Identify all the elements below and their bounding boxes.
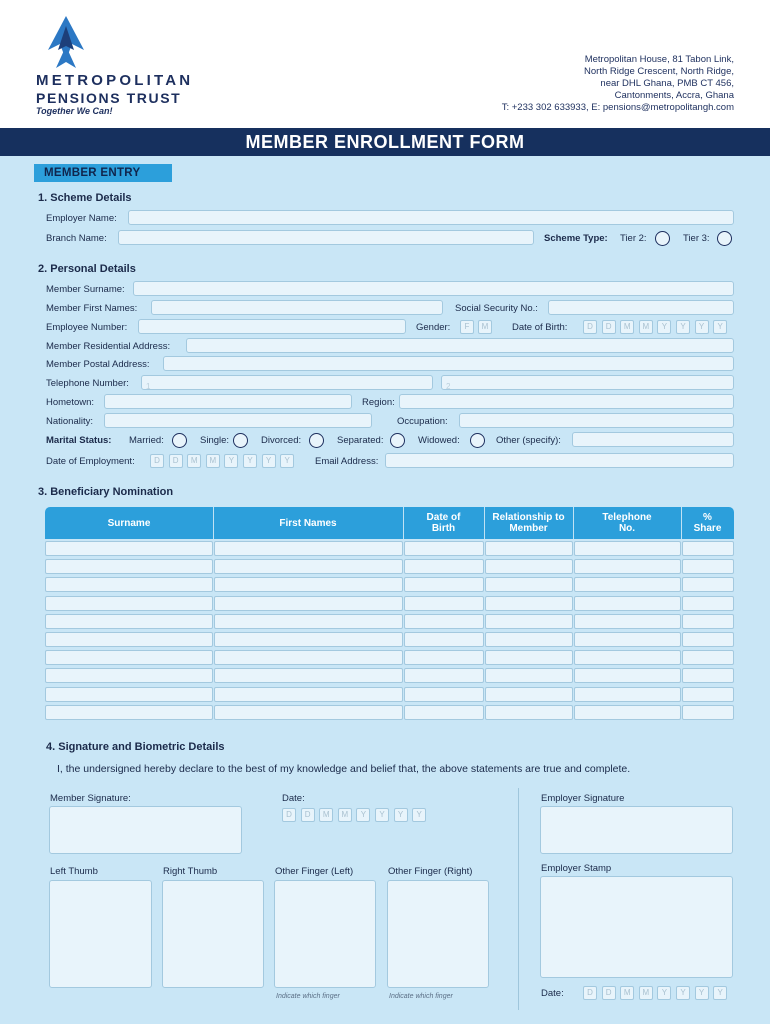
date-digit-box[interactable]: M xyxy=(187,454,201,468)
table-cell[interactable] xyxy=(485,559,573,574)
table-cell[interactable] xyxy=(404,559,484,574)
scheme-type-label xyxy=(544,233,608,244)
signature-date-boxes[interactable] xyxy=(282,808,433,822)
date-digit-box[interactable]: Y xyxy=(657,986,671,1000)
table-cell[interactable] xyxy=(682,577,734,592)
table-cell[interactable] xyxy=(214,577,403,592)
scheme-type-text: Scheme Type: xyxy=(544,233,608,244)
section-personal-heading: 2. Personal Details xyxy=(38,263,136,275)
other-finger-right-box[interactable] xyxy=(387,880,489,988)
table-cell[interactable] xyxy=(682,632,734,647)
date-digit-box[interactable]: Y xyxy=(695,986,709,1000)
occupation-field[interactable] xyxy=(459,413,734,428)
nationality-label: Nationality: xyxy=(46,416,93,427)
table-cell[interactable] xyxy=(485,614,573,629)
table-cell[interactable] xyxy=(574,705,681,720)
col-surname: Surname xyxy=(107,517,151,529)
table-cell[interactable] xyxy=(404,614,484,629)
marital-status-label xyxy=(46,435,111,446)
telephone-1-hint: 1 xyxy=(146,382,151,391)
marital-status-text: Marital Status: xyxy=(46,435,112,446)
section-scheme-heading: 1. Scheme Details xyxy=(38,192,132,204)
residential-address-field[interactable] xyxy=(186,338,734,353)
table-cell[interactable] xyxy=(214,541,403,556)
table-cell[interactable] xyxy=(214,687,403,702)
stamp-date-boxes[interactable] xyxy=(583,986,734,1000)
date-digit-box[interactable]: Y xyxy=(243,454,257,468)
date-digit-box[interactable]: D xyxy=(602,986,616,1000)
date-digit-box[interactable]: Y xyxy=(676,986,690,1000)
postal-address-label: Member Postal Address: xyxy=(46,359,150,370)
gender-options xyxy=(460,320,496,334)
date-digit-box[interactable]: D xyxy=(602,320,616,334)
table-row xyxy=(45,559,734,574)
other-specify-field[interactable] xyxy=(572,432,734,447)
table-row xyxy=(45,541,734,556)
surname-label: Member Surname: xyxy=(46,284,125,295)
widowed-radio[interactable] xyxy=(470,433,485,448)
col-telephone: Telephone No. xyxy=(602,512,652,534)
logo-mark-icon xyxy=(36,16,96,72)
signature-date-label: Date: xyxy=(282,793,305,804)
table-row xyxy=(45,687,734,702)
date-digit-box[interactable]: Y xyxy=(713,320,727,334)
member-signature-box[interactable] xyxy=(49,806,242,854)
table-cell[interactable] xyxy=(404,596,484,611)
table-cell[interactable] xyxy=(574,650,681,665)
indicate-finger-right-hint: Indicate which finger xyxy=(389,993,453,1000)
right-thumb-label: Right Thumb xyxy=(163,866,218,877)
table-cell[interactable] xyxy=(45,632,213,647)
date-digit-box[interactable]: Y xyxy=(224,454,238,468)
date-digit-box[interactable]: M xyxy=(319,808,333,822)
table-cell[interactable] xyxy=(214,632,403,647)
residential-address-label: Member Residential Address: xyxy=(46,341,171,352)
date-digit-box[interactable]: M xyxy=(338,808,352,822)
nationality-field[interactable] xyxy=(104,413,372,428)
address-line: Metropolitan House, 81 Tabon Link, xyxy=(584,54,734,65)
col-dob: Date of Birth xyxy=(426,512,461,534)
married-radio[interactable] xyxy=(172,433,187,448)
telephone-label: Telephone Number: xyxy=(46,378,129,389)
table-cell[interactable] xyxy=(574,632,681,647)
email-label: Email Address: xyxy=(315,456,379,467)
date-digit-box[interactable]: Y xyxy=(676,320,690,334)
table-cell[interactable] xyxy=(682,596,734,611)
first-names-field[interactable] xyxy=(151,300,443,315)
employment-date-boxes[interactable] xyxy=(150,454,301,468)
hometown-label: Hometown: xyxy=(46,397,95,408)
org-name-line1: METROPOLITAN xyxy=(36,72,194,89)
dob-label: Date of Birth: xyxy=(512,322,568,333)
single-radio[interactable] xyxy=(233,433,248,448)
table-row xyxy=(45,705,734,720)
telephone-2-hint: 2 xyxy=(446,382,451,391)
date-digit-box[interactable]: Y xyxy=(713,986,727,1000)
ssn-field[interactable] xyxy=(548,300,734,315)
table-cell[interactable] xyxy=(404,650,484,665)
telephone-2-field[interactable] xyxy=(441,375,734,390)
date-digit-box[interactable]: D xyxy=(301,808,315,822)
table-cell[interactable] xyxy=(485,668,573,683)
employer-stamp-box[interactable] xyxy=(540,876,733,978)
other-finger-right-label: Other Finger (Right) xyxy=(388,866,473,877)
dob-date-boxes[interactable] xyxy=(583,320,734,334)
telephone-1-field[interactable] xyxy=(141,375,433,390)
married-label: Married: xyxy=(129,435,164,446)
table-cell[interactable] xyxy=(214,596,403,611)
stamp-date-label: Date: xyxy=(541,988,564,999)
table-cell[interactable] xyxy=(485,687,573,702)
table-cell[interactable] xyxy=(404,687,484,702)
org-name-line2: PENSIONS TRUST xyxy=(36,90,182,106)
date-digit-box[interactable]: M xyxy=(639,986,653,1000)
table-cell[interactable] xyxy=(682,559,734,574)
table-cell[interactable] xyxy=(682,541,734,556)
gender-m-box[interactable]: M xyxy=(478,320,492,334)
table-cell[interactable] xyxy=(485,541,573,556)
separated-label: Separated: xyxy=(337,435,384,446)
col-share: % Share xyxy=(693,512,722,534)
section-divider xyxy=(518,788,519,1010)
employer-signature-label: Employer Signature xyxy=(541,793,625,804)
gender-f-box[interactable]: F xyxy=(460,320,474,334)
date-digit-box[interactable]: M xyxy=(639,320,653,334)
beneficiary-table-header xyxy=(45,507,734,539)
header xyxy=(0,0,770,128)
table-cell[interactable] xyxy=(45,596,213,611)
date-digit-box[interactable]: M xyxy=(620,320,634,334)
date-digit-box[interactable]: Y xyxy=(657,320,671,334)
table-cell[interactable] xyxy=(682,705,734,720)
postal-address-field[interactable] xyxy=(163,356,734,371)
region-field[interactable] xyxy=(399,394,734,409)
table-cell[interactable] xyxy=(574,614,681,629)
col-relationship: Relationship to Member xyxy=(492,512,565,534)
declaration-text: I, the undersigned hereby declare to the best of my knowledge and belief that, the above statements are true and complete. xyxy=(57,763,631,775)
table-row xyxy=(45,577,734,592)
employer-stamp-label: Employer Stamp xyxy=(541,863,612,874)
date-digit-box[interactable]: M xyxy=(620,986,634,1000)
table-cell[interactable] xyxy=(45,614,213,629)
table-cell[interactable] xyxy=(682,668,734,683)
date-digit-box[interactable]: Y xyxy=(356,808,370,822)
date-employment-label: Date of Employment: xyxy=(46,456,135,467)
tier3-radio[interactable] xyxy=(717,231,732,246)
table-cell[interactable] xyxy=(574,668,681,683)
table-cell[interactable] xyxy=(404,705,484,720)
table-row xyxy=(45,632,734,647)
employee-number-label: Employee Number: xyxy=(46,322,128,333)
table-cell[interactable] xyxy=(682,650,734,665)
date-digit-box[interactable]: D xyxy=(150,454,164,468)
date-digit-box[interactable]: Y xyxy=(280,454,294,468)
hometown-field[interactable] xyxy=(104,394,352,409)
date-digit-box[interactable]: M xyxy=(206,454,220,468)
table-row xyxy=(45,668,734,683)
table-cell[interactable] xyxy=(45,559,213,574)
address-line: Cantonments, Accra, Ghana xyxy=(614,90,734,101)
table-cell[interactable] xyxy=(485,705,573,720)
section-beneficiary-heading: 3. Beneficiary Nomination xyxy=(38,486,174,498)
date-digit-box[interactable]: Y xyxy=(695,320,709,334)
table-cell[interactable] xyxy=(45,541,213,556)
email-field[interactable] xyxy=(385,453,734,468)
table-cell[interactable] xyxy=(574,596,681,611)
table-cell[interactable] xyxy=(45,650,213,665)
branch-name-field[interactable] xyxy=(118,230,534,245)
col-first-names: First Names xyxy=(279,517,337,529)
table-cell[interactable] xyxy=(45,577,213,592)
occupation-label: Occupation: xyxy=(397,416,448,427)
table-cell[interactable] xyxy=(485,632,573,647)
table-cell[interactable] xyxy=(682,687,734,702)
table-cell[interactable] xyxy=(214,650,403,665)
other-finger-left-box[interactable] xyxy=(274,880,376,988)
table-cell[interactable] xyxy=(214,705,403,720)
region-label: Region: xyxy=(362,397,395,408)
indicate-finger-left-hint: Indicate which finger xyxy=(276,993,340,1000)
tier2-label: Tier 2: xyxy=(620,233,647,244)
date-digit-box[interactable]: D xyxy=(583,986,597,1000)
table-cell[interactable] xyxy=(214,668,403,683)
branch-name-label: Branch Name: xyxy=(46,233,107,244)
divorced-radio[interactable] xyxy=(309,433,324,448)
tagline: Together We Can! xyxy=(36,106,113,116)
logo xyxy=(36,16,196,72)
table-row xyxy=(45,650,734,665)
table-cell[interactable] xyxy=(574,541,681,556)
form-title: MEMBER ENROLLMENT FORM xyxy=(0,128,770,156)
table-row xyxy=(45,596,734,611)
employee-number-field[interactable] xyxy=(138,319,406,334)
table-cell[interactable] xyxy=(45,705,213,720)
surname-field[interactable] xyxy=(133,281,734,296)
table-cell[interactable] xyxy=(404,577,484,592)
table-cell[interactable] xyxy=(485,650,573,665)
widowed-label: Widowed: xyxy=(418,435,460,446)
table-cell[interactable] xyxy=(404,541,484,556)
address-line: near DHL Ghana, PMB CT 456, xyxy=(600,78,734,89)
address-line: T: +233 302 633933, E: pensions@metropolitangh.com xyxy=(501,102,734,113)
table-cell[interactable] xyxy=(574,559,681,574)
date-digit-box[interactable]: D xyxy=(282,808,296,822)
date-digit-box[interactable]: D xyxy=(169,454,183,468)
table-cell[interactable] xyxy=(45,668,213,683)
table-cell[interactable] xyxy=(404,632,484,647)
employer-name-field[interactable] xyxy=(128,210,734,225)
table-cell[interactable] xyxy=(404,668,484,683)
left-thumb-box[interactable] xyxy=(49,880,152,988)
employer-name-label: Employer Name: xyxy=(46,213,117,224)
member-signature-label: Member Signature: xyxy=(50,793,131,804)
member-entry-tab: MEMBER ENTRY xyxy=(34,164,172,182)
other-finger-left-label: Other Finger (Left) xyxy=(275,866,354,877)
date-digit-box[interactable]: Y xyxy=(394,808,408,822)
single-label: Single: xyxy=(200,435,230,446)
right-thumb-box[interactable] xyxy=(162,880,264,988)
employer-signature-box[interactable] xyxy=(540,806,733,854)
address-block xyxy=(502,54,734,114)
date-digit-box[interactable]: Y xyxy=(412,808,426,822)
table-cell[interactable] xyxy=(214,614,403,629)
address-line: North Ridge Crescent, North Ridge, xyxy=(584,66,734,77)
date-digit-box[interactable]: Y xyxy=(375,808,389,822)
date-digit-box[interactable]: Y xyxy=(262,454,276,468)
table-cell[interactable] xyxy=(45,687,213,702)
table-row xyxy=(45,614,734,629)
other-label: Other (specify): xyxy=(496,435,561,446)
gender-label: Gender: xyxy=(416,322,451,333)
section-signature-heading: 4. Signature and Biometric Details xyxy=(46,741,225,753)
first-names-label: Member First Names: xyxy=(46,303,138,314)
tier3-label: Tier 3: xyxy=(683,233,710,244)
date-digit-box[interactable]: D xyxy=(583,320,597,334)
ssn-label: Social Security No.: xyxy=(455,303,538,314)
table-cell[interactable] xyxy=(214,559,403,574)
divorced-label: Divorced: xyxy=(261,435,302,446)
table-cell[interactable] xyxy=(485,577,573,592)
table-cell[interactable] xyxy=(574,687,681,702)
tier2-radio[interactable] xyxy=(655,231,670,246)
table-cell[interactable] xyxy=(682,614,734,629)
table-cell[interactable] xyxy=(574,577,681,592)
table-cell[interactable] xyxy=(485,596,573,611)
left-thumb-label: Left Thumb xyxy=(50,866,98,877)
separated-radio[interactable] xyxy=(390,433,405,448)
